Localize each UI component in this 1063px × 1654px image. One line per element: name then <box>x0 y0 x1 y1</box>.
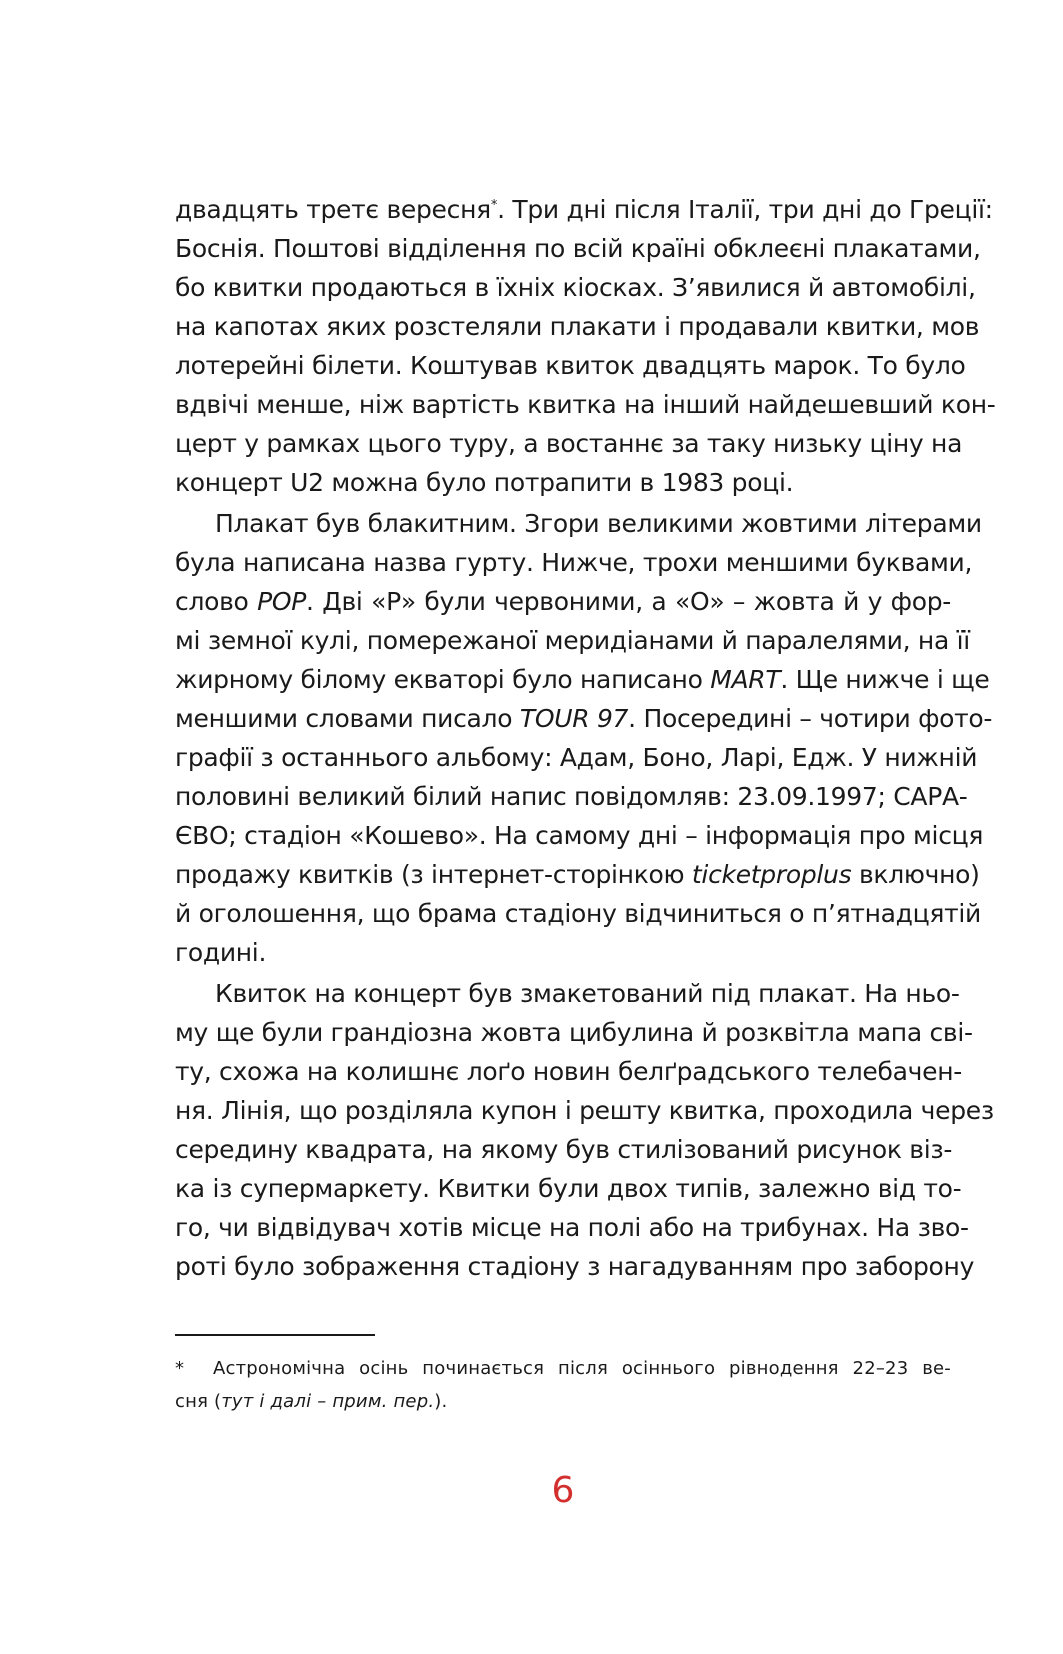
text-line: вдвічі менше, ніж вартість квитка на інший найдешевший кон- <box>175 390 996 419</box>
paragraph-1 <box>175 190 996 502</box>
text-run: . Посередині – чотири фото- <box>628 704 993 733</box>
emphasis-text: POP <box>257 587 307 616</box>
footnote-text: сня ( <box>175 1391 222 1412</box>
text-line: Квиток на концерт був змакетований під плакат. На ньо- <box>215 979 960 1008</box>
text-line: була написана назва гурту. Нижче, трохи меншими буквами, <box>175 548 973 577</box>
footnote-line <box>175 1385 951 1418</box>
text-line: половині великий білий напис повідомляв: 23.09.1997; САРА- <box>175 782 968 811</box>
text-line: годині. <box>175 938 267 967</box>
text-line: церт у рамках цього туру, а востаннє за таку низьку ціну на <box>175 429 963 458</box>
emphasis-text: MART <box>710 665 781 694</box>
text-line: мі земної кулі, помережаної меридіанами й паралелями, на її <box>175 626 970 655</box>
footnote-text: Астрономічна осінь починається після осіннього рівнодення 22–23 ве- <box>213 1358 951 1379</box>
text-line: ЄВО; стадіон «Кошево». На самому дні – інформація про місця <box>175 821 984 850</box>
text-line: ка із супермаркету. Квитки були двох типів, залежно від то- <box>175 1174 962 1203</box>
text-line: на капотах яких розстеляли плакати і продавали квитки, мов <box>175 312 980 341</box>
text-run: жирному білому екваторі було написано <box>175 665 711 694</box>
page-number: 6 <box>551 1470 575 1511</box>
text-line: концерт U2 можна було потрапити в 1983 році. <box>175 468 794 497</box>
footnote-reference[interactable]: * <box>490 198 498 213</box>
text-line <box>175 855 980 894</box>
text-run: включно) <box>851 860 980 889</box>
text-line: роті було зображення стадіону з нагадуванням про заборону <box>175 1252 975 1281</box>
text-run: . Три дні після Італії, три дні до Греції: <box>497 195 993 224</box>
text-run: двадцять третє вересня <box>175 195 491 224</box>
text-line <box>175 582 951 621</box>
text-run: меншими словами писало <box>175 704 520 733</box>
footnote-divider <box>175 1334 375 1336</box>
footnote <box>175 1352 951 1418</box>
text-line <box>175 190 993 229</box>
text-line: ту, схожа на колишнє лоґо новин белґрадського телебачен- <box>175 1057 962 1086</box>
text-line <box>175 660 990 699</box>
footnote-line <box>175 1352 951 1385</box>
text-line: графії з останнього альбому: Адам, Боно, Ларі, Едж. У нижній <box>175 743 978 772</box>
text-line: Плакат був блакитним. Згори великими жовтими літерами <box>215 509 982 538</box>
emphasis-text: TOUR 97 <box>519 704 629 733</box>
text-line <box>175 699 993 738</box>
text-line: го, чи відвідувач хотів місце на полі або на трибунах. На зво- <box>175 1213 969 1242</box>
text-line: й оголошення, що брама стадіону відчиниться о п’ятнадцятій <box>175 899 981 928</box>
text-line: середину квадрата, на якому був стилізований рисунок віз- <box>175 1135 953 1164</box>
emphasis-text: ticketproplus <box>691 860 852 889</box>
text-line: ня. Лінія, що розділяла купон і решту квитка, проходила через <box>175 1096 994 1125</box>
emphasis-text: тут і далі – прим. пер. <box>221 1391 435 1412</box>
text-line: Боснія. Поштові відділення по всій країні обклеєні плакатами, <box>175 234 981 263</box>
text-line: бо квитки продаються в їхніх кіосках. З’явилися й автомобілі, <box>175 273 976 302</box>
main-text <box>175 190 996 1286</box>
footnote-text: ). <box>434 1391 448 1412</box>
footnote-marker: * <box>175 1358 185 1379</box>
text-line: лотерейні білети. Коштував квиток двадцять марок. То було <box>175 351 966 380</box>
text-run: слово <box>175 587 258 616</box>
text-run: . Дві «P» були червоними, а «O» – жовта й у фор- <box>306 587 951 616</box>
paragraph-3 <box>175 974 994 1286</box>
text-line: му ще були грандіозна жовта цибулина й розквітла мапа сві- <box>175 1018 973 1047</box>
text-run: . Ще нижче і ще <box>780 665 990 694</box>
paragraph-2 <box>175 504 993 972</box>
text-run: продажу квитків (з інтернет-сторінкою <box>175 860 692 889</box>
